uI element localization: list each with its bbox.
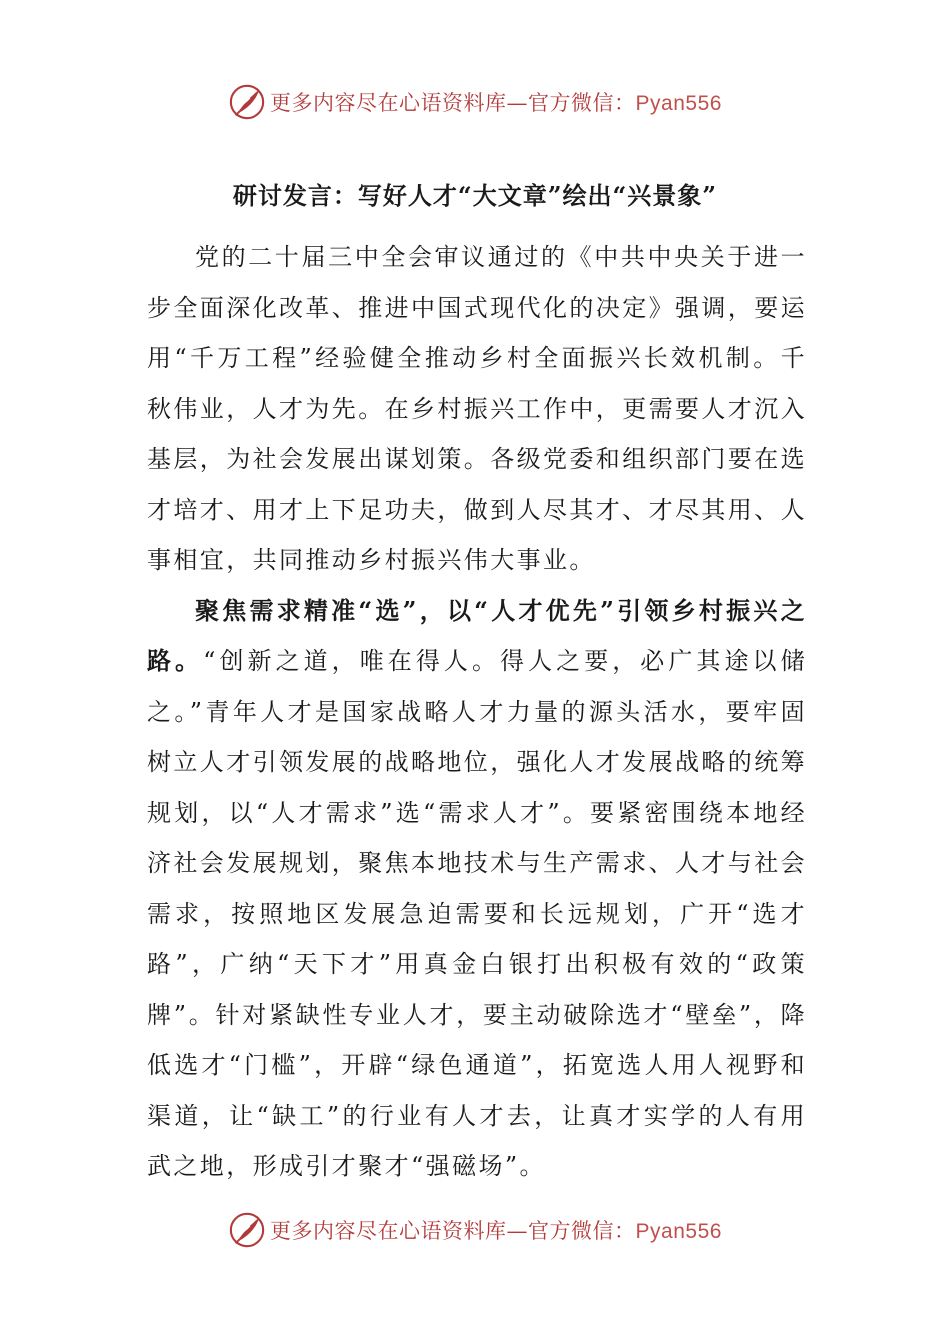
header-banner (0, 80, 950, 124)
paragraph-2-lead: 聚焦需求精准“选”，以“人才优先”引领乡村振兴之路。 (147, 595, 807, 675)
footer-banner-wechat-id: Pyan556 (635, 1220, 722, 1243)
document-title: 研讨发言：写好人才“大文章”绘出“兴景象” (232, 181, 718, 210)
header-banner-prefix: 更多内容尽在心语资料库—官方微信： (270, 91, 636, 115)
header-banner-text (270, 87, 722, 117)
paragraph-1 (147, 232, 807, 586)
document-body (147, 232, 807, 1192)
paragraph-1-text: 党的二十届三中全会审议通过的《中共中央关于进一步全面深化改革、推进中国式现代化的决定》强调，要运用“千万工程”经验健全推动乡村全面振兴长效机制。千秋伟业，人才为先。在乡村振兴工作中，更需要人才沉入基层，为社会发展出谋划策。各级党委和组织部门要在选才培才、用才上下足功夫，做到人尽其才、才尽其用、人事相宜，共同推动乡村振兴伟大事业。 (147, 243, 807, 574)
footer-banner (0, 1208, 950, 1252)
footer-banner-text (270, 1215, 722, 1245)
header-banner-wechat-id: Pyan556 (635, 92, 722, 115)
paragraph-2-text: “创新之道，唯在得人。得人之要，必广其途以储之。”青年人才是国家战略人才力量的源头活水，要牢固树立人才引领发展的战略地位，强化人才发展战略的统筹规划，以“人才需求”选“需求人才”。要紧密围绕本地经济社会发展规划，聚焦本地技术与生产需求、人才与社会需求，按照地区发展急迫需要和长远规划，广开“选才路”，广纳“天下才”用真金白银打出积极有效的“政策牌”。针对紧缺性专业人才，要主动破除选才“壁垒”，降低选才“门槛”，开辟“绿色通道”，拓宽选人用人视野和渠道，让“缺工”的行业有人才去，让真才实学的人有用武之地，形成引才聚才“强磁场”。 (147, 647, 807, 1180)
footer-banner-prefix: 更多内容尽在心语资料库—官方微信： (270, 1219, 636, 1243)
feather-pen-logo-icon (228, 1211, 266, 1249)
paragraph-2 (147, 586, 807, 1192)
feather-pen-logo-icon (228, 83, 266, 121)
